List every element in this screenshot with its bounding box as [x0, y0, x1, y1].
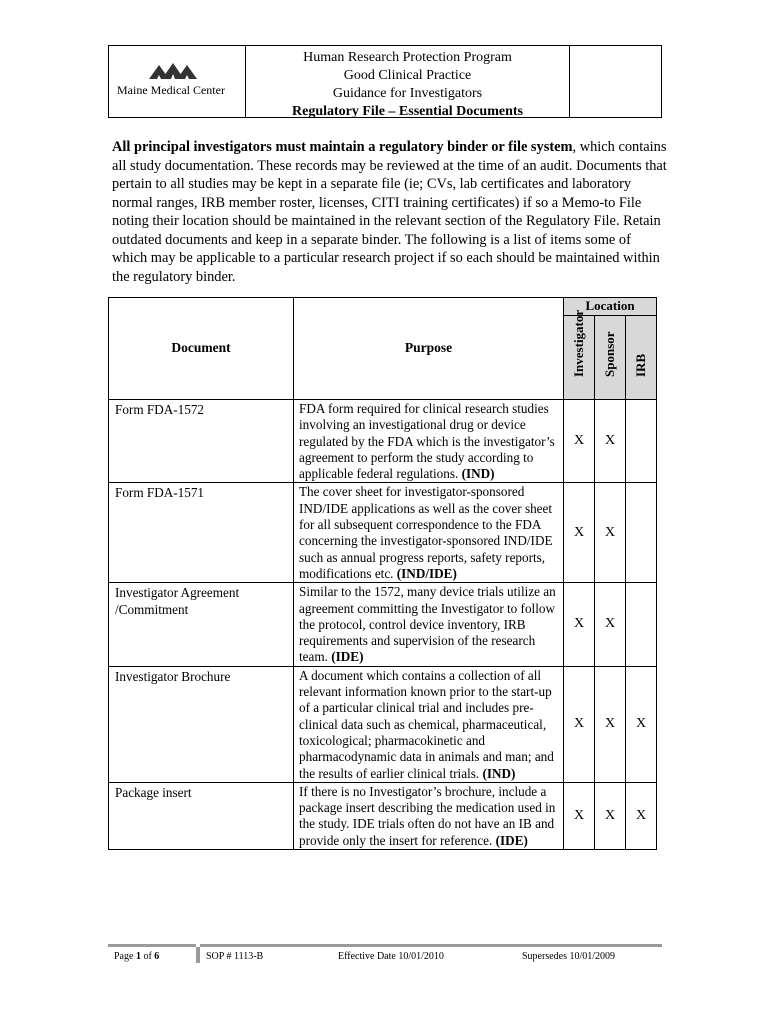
column-header-document: Document	[109, 298, 294, 400]
irb-mark: X	[626, 666, 657, 782]
column-header-investigator	[564, 309, 595, 400]
purpose-text: FDA form required for clinical research studies involving an investigational drug or device regulated by the FDA which is the investigator’s agreement to perform the study according to applicable federal regulations.	[299, 401, 555, 482]
purpose-text: A document which contains a collection of all relevant information known prior to the start-up of a particular clinical trial and includes pre-clinical data such as chemical, pharmaceutical, toxicological; pharmacokinetic and pharmacodynamic data in animals and man; and the results of earlier clinical trials.	[299, 667, 554, 781]
purpose-cell	[294, 583, 564, 666]
document-cell: Investigator Brochure	[109, 666, 294, 782]
purpose-cell	[294, 483, 564, 583]
column-header-purpose: Purpose	[294, 298, 564, 400]
investigator-mark: X	[564, 583, 595, 666]
column-header-sponsor	[595, 316, 626, 400]
purpose-text: If there is no Investigator’s brochure, include a package insert describing the medication used in the study. IDE trials often do not have an IB and provide only the insert for reference.	[299, 783, 556, 848]
header-line-program: Human Research Protection Program	[303, 50, 512, 65]
table-row	[109, 666, 657, 782]
intro-body: , which contains all study documentation. These records may be reviewed at the time of an audit. Documents that pertain to all studies may be kept in a separate file (ie; CVs, lab certificates and laboratory normal ranges, IRB member roster, licenses, CITI training certificates) if so a Memo-to File noting their location should be maintained in the relevant section of the Regulatory File. Retain outdated documents and keep in a separate binder. The following is a list of items some of which may be applicable to a particular research project if so each should be maintained within the regulatory binder.	[112, 139, 667, 285]
logo-text: Maine Medical Center	[117, 83, 225, 97]
purpose-tag: (IND/IDE)	[396, 565, 457, 581]
sponsor-mark: X	[595, 782, 626, 849]
column-header-sponsor-label: Sponsor	[601, 331, 617, 377]
investigator-mark: X	[564, 782, 595, 849]
sponsor-mark: X	[595, 483, 626, 583]
table-row	[109, 400, 657, 483]
column-header-location: Location	[564, 298, 657, 316]
irb-mark	[626, 483, 657, 583]
purpose-text: Similar to the 1572, many device trials utilize an agreement committing the Investigator to follow the protocol, control device inventory, IRB requirements and supervision of the research team.	[299, 584, 556, 665]
footer-sop: SOP # 1113-B	[206, 951, 264, 962]
purpose-text: The cover sheet for investigator-sponsored IND/IDE applications as well as the cover sheet for all subsequent correspondence to the FDA concerning the investigator-sponsored IND/IDE such as annual progress reports, safety reports, modifications etc.	[299, 484, 553, 581]
document-cell: Package insert	[109, 782, 294, 849]
maine-medical-center-logo-icon	[149, 63, 197, 79]
document-cell: Investigator Agreement /Commitment	[109, 583, 294, 666]
irb-mark: X	[626, 782, 657, 849]
investigator-mark: X	[564, 666, 595, 782]
document-header	[108, 45, 662, 118]
purpose-cell	[294, 782, 564, 849]
header-line-title: Regulatory File – Essential Documents	[292, 104, 523, 119]
header-title-block	[246, 46, 570, 117]
purpose-tag: (IDE)	[495, 832, 528, 848]
essential-documents-table	[108, 297, 657, 850]
footer-separator	[196, 947, 200, 963]
purpose-cell	[294, 666, 564, 782]
table-row	[109, 583, 657, 666]
table-row	[109, 782, 657, 849]
document-cell: Form FDA-1571	[109, 483, 294, 583]
investigator-mark: X	[564, 483, 595, 583]
intro-bold-lead: All principal investigators must maintain a regulatory binder or file system	[112, 139, 573, 155]
document-cell: Form FDA-1572	[109, 400, 294, 483]
header-line-gcp: Good Clinical Practice	[343, 68, 472, 83]
purpose-tag: (IND)	[482, 765, 516, 781]
irb-mark	[626, 400, 657, 483]
footer-page-prefix: Page	[114, 951, 136, 962]
header-line-guidance: Guidance for Investigators	[332, 86, 483, 101]
footer-page-number	[114, 950, 159, 964]
sponsor-mark: X	[595, 666, 626, 782]
header-empty-cell	[570, 46, 661, 117]
sponsor-mark: X	[595, 400, 626, 483]
sponsor-mark: X	[595, 583, 626, 666]
irb-mark	[626, 583, 657, 666]
footer-effective-date: Effective Date 10/01/2010	[338, 951, 444, 962]
purpose-tag: (IDE)	[331, 649, 364, 665]
table-row	[109, 483, 657, 583]
footer-page-total: 6	[154, 951, 160, 962]
investigator-mark: X	[564, 400, 595, 483]
footer-supersedes: Supersedes 10/01/2009	[522, 951, 616, 962]
page-footer	[108, 947, 662, 967]
purpose-tag: (IND)	[461, 466, 495, 482]
purpose-cell	[294, 400, 564, 483]
column-header-investigator-label: Investigator	[570, 309, 586, 377]
footer-page-current: 1	[135, 951, 141, 962]
column-header-irb	[626, 316, 657, 400]
column-header-irb-label: IRB	[632, 353, 648, 377]
logo-cell	[109, 46, 246, 117]
intro-paragraph	[112, 138, 668, 286]
footer-page-of: of	[140, 951, 155, 962]
